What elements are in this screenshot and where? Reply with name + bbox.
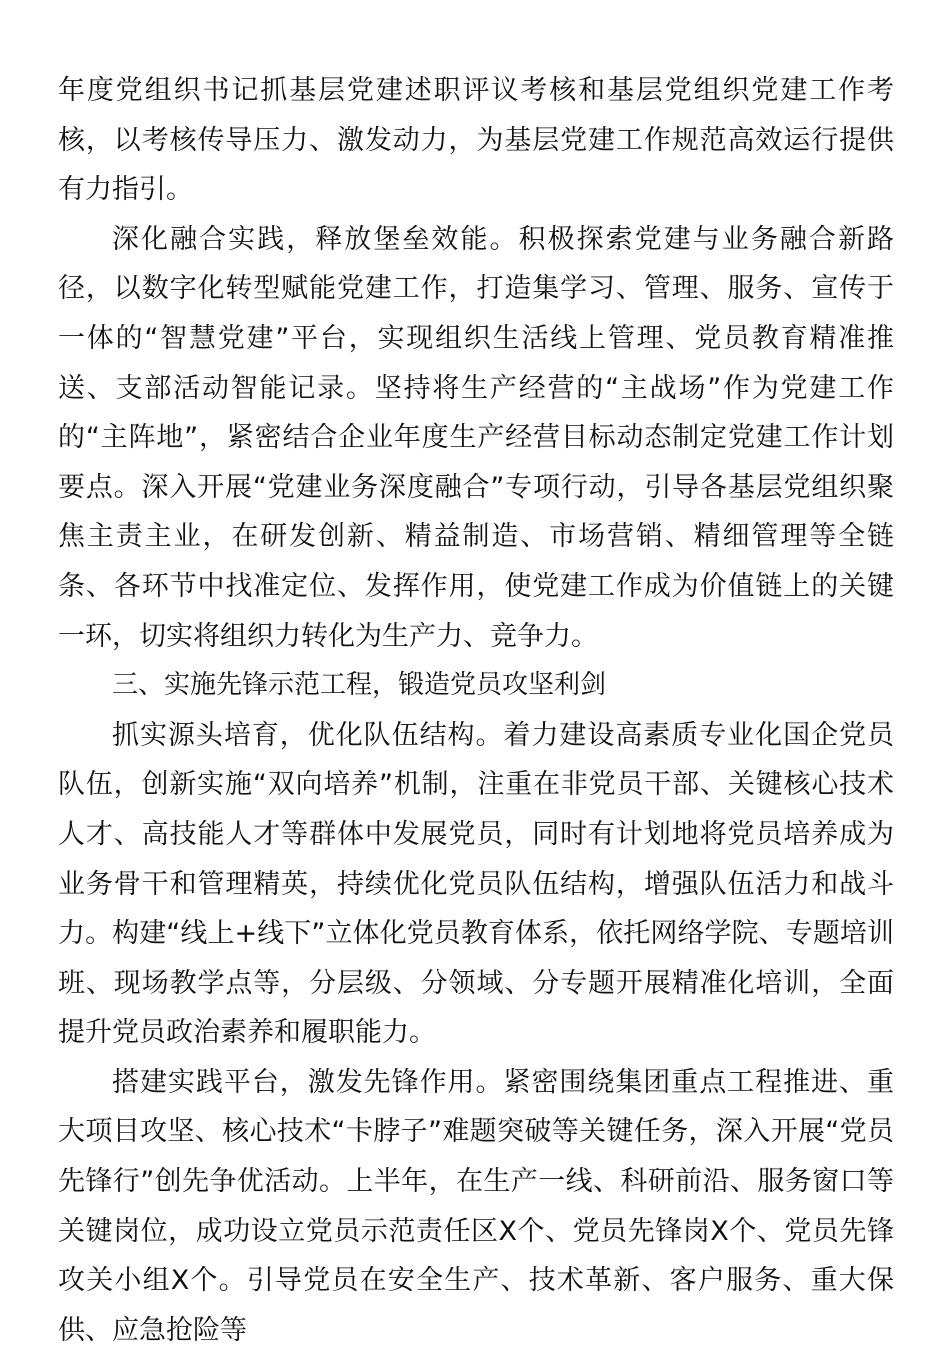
section-heading-pioneer-project: 三、实施先锋示范工程，锻造党员攻坚利剑 [112, 670, 607, 701]
document-page [58, 66, 894, 1355]
paragraph-continuation: 年度党组织书记抓基层党建述职评议考核和基层党组织党建工作考核，以考核传导压力、激发动力，为基层党建工作规范高效运行提供有力指引。 [58, 75, 894, 206]
paragraph-practice-platform: 搭建实践平台，激发先锋作用。紧密围绕集团重点工程推进、重大项目攻坚、核心技术“卡脖子”难题突破等关键任务，深入开展“党员先锋行”创先争优活动。上半年，在生产一线、科研前沿、服务窗口等关键岗位，成功设立党员示范责任区X个、党员先锋岗X个、党员先锋攻关小组X个。引导党员在安全生产、技术革新、客户服务、重大保供、应急抢险等 [58, 1066, 894, 1346]
paragraph-source-cultivation: 抓实源头培育，优化队伍结构。着力建设高素质专业化国企党员队伍，创新实施“双向培养”机制，注重在非党员干部、关键核心技术人才、高技能人才等群体中发展党员，同时有计划地将党员培养成为业务骨干和管理精英，持续优化党员队伍结构，增强队伍活力和战斗力。构建“线上+线下”立体化党员教育体系，依托网络学院、专题培训班、现场教学点等，分层级、分领域、分专题开展精准化培训，全面提升党员政治素养和履职能力。 [58, 719, 894, 1049]
paragraph-deepen-integration: 深化融合实践，释放堡垒效能。积极探索党建与业务融合新路径，以数字化转型赋能党建工作，打造集学习、管理、服务、宣传于一体的“智慧党建”平台，实现组织生活线上管理、党员教育精准推送、支部活动智能记录。坚持将生产经营的“主战场”作为党建工作的“主阵地”，紧密结合企业年度生产经营目标动态制定党建工作计划要点。深入开展“党建业务深度融合”专项行动，引导各基层党组织聚焦主责主业，在研发创新、精益制造、市场营销、精细管理等全链条、各环节中找准定位、发挥作用，使党建工作成为价值链上的关键一环，切实将组织力转化为生产力、竞争力。 [58, 223, 894, 652]
